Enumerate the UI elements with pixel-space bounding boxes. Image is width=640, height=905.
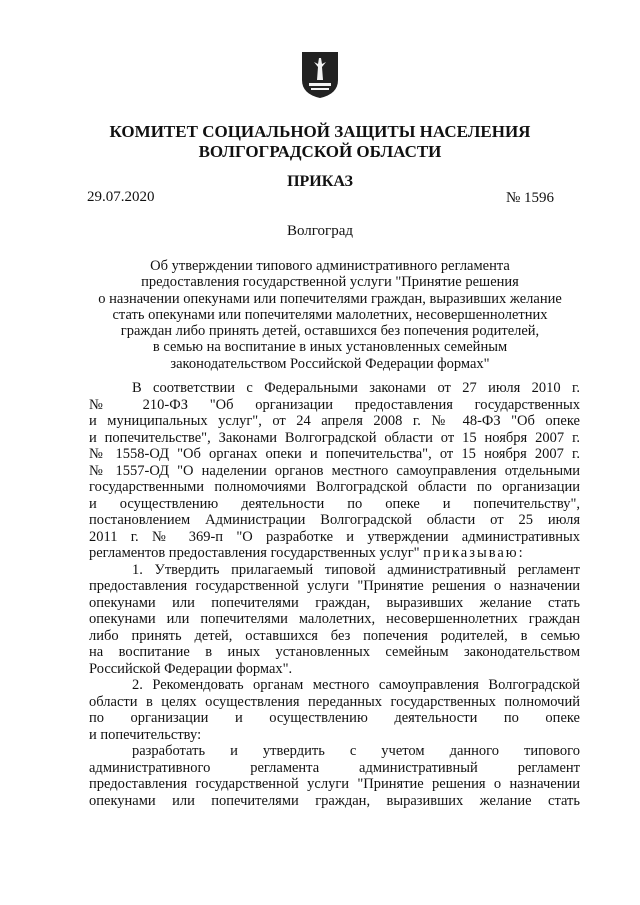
title-line: о назначении опекунами или попечителями граждан, выразивших желание <box>98 290 562 307</box>
body-line-text: регламентов предоставления государственных услуг" <box>89 545 420 561</box>
body-line: № 1558-ОД "Об органах опеки и попечительства", от 15 ноября 2007 г. <box>89 446 580 462</box>
body-line: государственными полномочиями Волгоградской области по организации <box>89 479 580 495</box>
paragraph-item-2-sub <box>89 743 580 809</box>
document-type: ПРИКАЗ <box>287 173 353 190</box>
body-line: предоставления государственной услуги "Принятие решения о назначении <box>89 578 580 594</box>
title-line: стать опекунами или попечителями малолетних, несовершеннолетних <box>112 306 548 323</box>
body-line: либо принять детей, оставшихся без попечения родителей, в семью <box>89 627 580 644</box>
paragraph-item-2 <box>89 677 580 743</box>
volgograd-coat-of-arms-icon <box>300 50 340 100</box>
body-line: постановлением Администрации Волгоградской области от 25 июля <box>89 512 580 528</box>
document-city: Волгоград <box>286 223 353 239</box>
order-word: приказываю: <box>423 545 525 561</box>
document-body <box>89 380 580 809</box>
organization-line-2: ВОЛГОГРАДСКОЙ ОБЛАСТИ <box>198 142 442 161</box>
body-line: № 1557-ОД "О наделении органов местного самоуправления отдельными <box>89 462 580 479</box>
body-line: области в целях осуществления переданных государственных полномочий <box>89 693 580 710</box>
organization-line-1: КОМИТЕТ СОЦИАЛЬНОЙ ЗАЩИТЫ НАСЕЛЕНИЯ <box>109 122 531 141</box>
body-line: 1. Утвердить прилагаемый типовой административный регламент <box>132 561 580 578</box>
body-line: предоставления государственной услуги "Принятие решения о назначении <box>89 776 580 792</box>
body-line: В соответствии с Федеральными законами от 27 июля 2010 г. <box>132 380 580 396</box>
document-date: 29.07.2020 <box>87 189 155 205</box>
body-line: и попечительству: <box>89 726 202 743</box>
body-line <box>89 545 580 562</box>
paragraph-preamble <box>89 380 580 562</box>
title-line: предоставления государственной услуги "Принятие решения <box>141 274 519 291</box>
paragraph-item-1 <box>89 562 580 678</box>
document-number: № 1596 <box>506 190 555 206</box>
title-line: в семью на воспитание в иных установленных семейным <box>152 339 508 356</box>
title-line: законодательством Российской Федерации формах" <box>170 355 490 372</box>
body-line: и осуществлению деятельности по опеке и попечительству", <box>89 495 580 512</box>
body-line: № 210-ФЗ "Об организации предоставления государственных <box>89 396 580 413</box>
body-line: Российской Федерации формах". <box>89 660 293 677</box>
document-title <box>80 258 580 372</box>
body-line: и муниципальных услуг", от 24 апреля 2008 г. № 48-ФЗ "Об опеке <box>89 413 580 429</box>
body-line: опекунами или попечителями граждан, выразивших желание стать <box>89 792 580 809</box>
title-line: Об утверждении типового административного регламента <box>150 258 510 274</box>
body-line: административного регламента административный регламент <box>89 759 580 776</box>
body-line: опекунами или попечителями малолетних, несовершеннолетних граждан <box>89 611 580 627</box>
organization-name <box>0 122 640 162</box>
body-line: 2011 г. № 369-п "О разработке и утверждении административных <box>89 528 580 545</box>
body-line: опекунами или попечителями граждан, выразивших желание стать <box>89 594 580 611</box>
body-line: на воспитание в иных установленных семейным законодательством <box>89 644 580 660</box>
title-line: граждан либо принять детей, оставшихся без попечения родителей, <box>120 323 540 340</box>
body-line: и попечительстве", Законами Волгоградской области от 15 ноября 2007 г. <box>89 429 580 446</box>
body-line: по организации и осуществлению деятельности по опеке <box>89 710 580 726</box>
body-line: разработать и утвердить с учетом данного типового <box>132 743 580 759</box>
body-line: 2. Рекомендовать органам местного самоуправления Волгоградской <box>132 677 580 693</box>
